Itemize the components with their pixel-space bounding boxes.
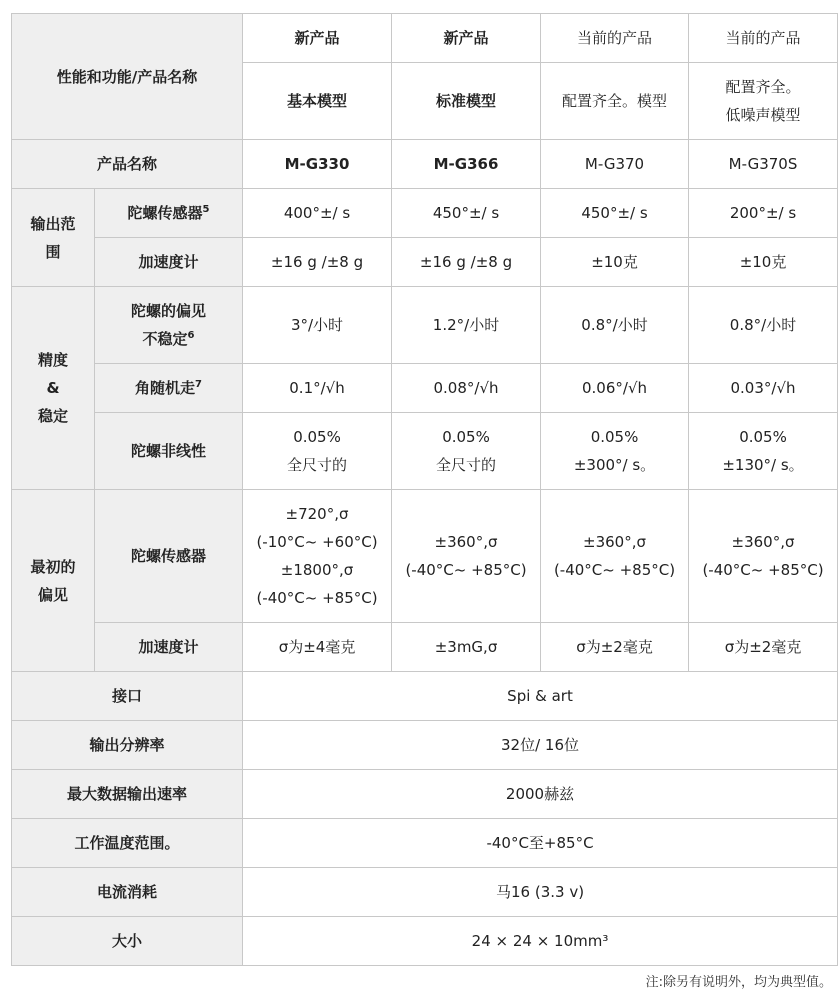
value-cell: 0.03°/√h — [689, 364, 838, 413]
interface-row — [12, 672, 838, 721]
value-cell: σ为±2毫克 — [689, 623, 838, 672]
value-line: (-40°C~ +85°C) — [256, 589, 378, 607]
group-label-line: 输出范 — [30, 214, 76, 233]
size-value: 24 × 24 × 10mm³ — [243, 917, 838, 966]
product-name-label: 产品名称 — [12, 140, 243, 189]
precision-group-label — [12, 287, 95, 490]
value-cell: 200°±/ s — [689, 189, 838, 238]
group-label-line: & — [46, 379, 60, 397]
initial-bias-group-label — [12, 490, 95, 672]
status-cell: 当前的产品 — [689, 14, 838, 63]
product-name-cell: M-G366 — [392, 140, 541, 189]
value-line: ±720°,σ — [285, 505, 349, 523]
temperature-value: -40°C至+85°C — [243, 819, 838, 868]
model-cell — [541, 63, 689, 140]
value-cell — [392, 413, 541, 490]
resolution-label: 输出分辨率 — [12, 721, 243, 770]
current-value: 马16 (3.3 v) — [243, 868, 838, 917]
initial-bias-accel-row — [12, 623, 838, 672]
output-range-gyro-row — [12, 189, 838, 238]
group-label-line: 偏见 — [37, 585, 68, 604]
footnote-ref: 7 — [195, 379, 202, 390]
value-cell: 450°±/ s — [541, 189, 689, 238]
value-cell: 1.2°/小时 — [392, 287, 541, 364]
feature-header: 性能和功能/产品名称 — [12, 14, 243, 140]
current-label: 电流消耗 — [12, 868, 243, 917]
spec-table — [11, 13, 838, 966]
value-cell: 0.08°/√h — [392, 364, 541, 413]
status-row — [12, 14, 838, 63]
interface-label: 接口 — [12, 672, 243, 721]
model-cell — [243, 63, 392, 140]
value-cell — [243, 490, 392, 623]
gyro-range-label — [95, 189, 243, 238]
model-line: 标准模型 — [436, 92, 497, 110]
value-cell — [392, 490, 541, 623]
value-cell: 3°/小时 — [243, 287, 392, 364]
model-line: 基本模型 — [287, 92, 348, 110]
temperature-label: 工作温度范围。 — [12, 819, 243, 868]
value-cell: 0.1°/√h — [243, 364, 392, 413]
product-name-row — [12, 140, 838, 189]
model-cell — [689, 63, 838, 140]
initial-bias-accel-label: 加速度计 — [95, 623, 243, 672]
value-line: 全尺寸的 — [287, 456, 348, 474]
model-line: 配置齐全。 — [725, 78, 801, 96]
value-line: ±1800°,σ — [280, 561, 354, 579]
label-text: 陀螺传感器 — [127, 204, 203, 222]
interface-value: Spi & art — [243, 672, 838, 721]
value-cell — [689, 490, 838, 623]
size-row — [12, 917, 838, 966]
initial-bias-gyro-label: 陀螺传感器 — [95, 490, 243, 623]
value-cell: σ为±2毫克 — [541, 623, 689, 672]
value-line: (-10°C~ +60°C) — [256, 533, 378, 551]
value-line: 0.05% — [739, 428, 787, 446]
value-line: (-40°C~ +85°C) — [702, 561, 824, 579]
output-range-group-label — [12, 189, 95, 287]
bias-instability-row — [12, 287, 838, 364]
product-name-cell: M-G370 — [541, 140, 689, 189]
group-label-line: 精度 — [37, 351, 68, 369]
angle-random-walk-row — [12, 364, 838, 413]
group-label-line: 围 — [45, 242, 61, 261]
value-cell — [243, 413, 392, 490]
value-line: ±300°/ s。 — [573, 456, 656, 474]
group-label-line: 稳定 — [37, 407, 68, 425]
value-cell: ±3mG,σ — [392, 623, 541, 672]
value-cell: 0.06°/√h — [541, 364, 689, 413]
initial-bias-gyro-row — [12, 490, 838, 623]
value-cell — [541, 413, 689, 490]
status-cell: 新产品 — [392, 14, 541, 63]
current-row — [12, 868, 838, 917]
value-line: ±130°/ s。 — [722, 456, 804, 474]
value-line: 0.05% — [590, 428, 639, 446]
resolution-row — [12, 721, 838, 770]
value-cell: ±16 g /±8 g — [392, 238, 541, 287]
status-cell: 新产品 — [243, 14, 392, 63]
value-cell: σ为±4毫克 — [243, 623, 392, 672]
model-cell — [392, 63, 541, 140]
footnote: 注:除另有说明外，均为典型值。 — [645, 975, 832, 990]
value-cell: 400°±/ s — [243, 189, 392, 238]
product-name-cell: M-G370S — [689, 140, 838, 189]
data-rate-row — [12, 770, 838, 819]
value-line: (-40°C~ +85°C) — [553, 561, 676, 579]
model-line: 低噪声模型 — [725, 106, 801, 124]
footnote-ref: 5 — [202, 204, 210, 215]
group-label-line: 最初的 — [30, 557, 76, 576]
resolution-value: 32位/ 16位 — [243, 721, 838, 770]
value-line: ±360°,σ — [434, 533, 498, 551]
label-text: 不稳定 — [142, 330, 188, 348]
output-range-accel-row — [12, 238, 838, 287]
data-rate-label: 最大数据输出速率 — [12, 770, 243, 819]
temperature-row — [12, 819, 838, 868]
model-line: 配置齐全。模型 — [562, 92, 668, 110]
value-cell: ±10克 — [689, 238, 838, 287]
label-text: 角随机走 — [135, 379, 196, 397]
value-cell: ±16 g /±8 g — [243, 238, 392, 287]
value-cell — [541, 490, 689, 623]
footnote-ref: 6 — [187, 330, 195, 341]
size-label: 大小 — [12, 917, 243, 966]
value-line: ±360°,σ — [731, 533, 795, 551]
angle-random-walk-label — [95, 364, 243, 413]
value-line: 全尺寸的 — [436, 456, 497, 474]
value-line: ±360°,σ — [583, 533, 646, 551]
accel-range-label: 加速度计 — [95, 238, 243, 287]
value-cell: 0.8°/小时 — [541, 287, 689, 364]
value-line: (-40°C~ +85°C) — [405, 561, 527, 579]
value-cell: 0.8°/小时 — [689, 287, 838, 364]
value-cell: ±10克 — [541, 238, 689, 287]
value-cell — [689, 413, 838, 490]
gyro-nonlinearity-row — [12, 413, 838, 490]
value-line: 0.05% — [293, 428, 341, 446]
status-cell: 当前的产品 — [541, 14, 689, 63]
data-rate-value: 2000赫兹 — [243, 770, 838, 819]
gyro-nonlinearity-label: 陀螺非线性 — [95, 413, 243, 490]
product-name-cell: M-G330 — [243, 140, 392, 189]
bias-instability-label — [95, 287, 243, 364]
label-line — [99, 325, 238, 353]
label-line: 陀螺的偏见 — [131, 302, 207, 320]
value-line: 0.05% — [442, 428, 490, 446]
value-cell: 450°±/ s — [392, 189, 541, 238]
